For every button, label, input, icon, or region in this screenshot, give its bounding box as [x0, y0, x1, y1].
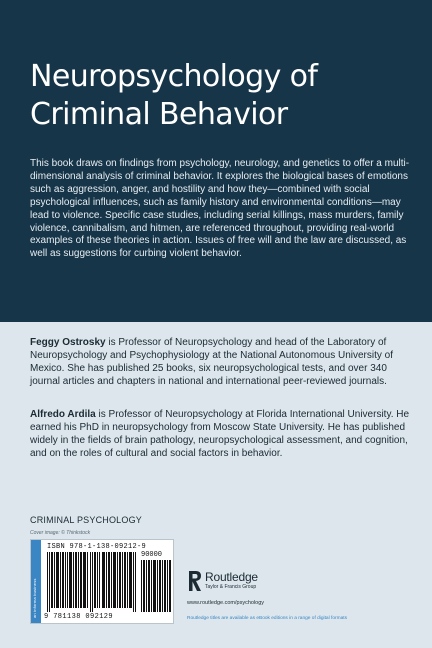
bottom-panel [0, 322, 432, 648]
author-bio-text-2: is Professor of Neuropsychology at Florida International University. He earned his PhD in neuropsychology from Moscow State University. He has published widely in the fields of brain pathology, neuropsychological assessment, and cognition, and on the roles of cultural and social factors in behavior. [30, 409, 410, 459]
ean-digits: 9 781138 092129 [44, 613, 114, 621]
author-bio-1 [30, 336, 410, 388]
price-code: 90000 [141, 551, 163, 559]
isbn-label: ISBN 978-1-138-09212-9 [47, 543, 147, 551]
book-title [30, 58, 410, 134]
ebook-note: Routledge titles are available as eBook editions in a range of digital formats [187, 616, 347, 621]
taylor-francis-strip [31, 540, 41, 623]
publisher-url[interactable]: www.routledge.com/psychology [187, 600, 265, 606]
publisher-group: Taylor & Francis Group [205, 584, 257, 590]
strip-text: an informa business [32, 578, 37, 618]
publisher-name: Routledge [205, 570, 258, 584]
ean-barcode-icon [47, 552, 137, 612]
author-bio-text-1: is Professor of Neuropsychology and head of the Laboratory of Neuropsychology and Psychophysiology at the National Autonomous University of Mexico. She has published 25 books, six neuropsychological tests, and over 340 journal articles and chapters in national and international peer-reviewed journals. [30, 337, 393, 387]
top-panel [0, 0, 432, 322]
cover-image-credit: Cover image: © Thinkstock [30, 530, 91, 536]
publisher-block [187, 568, 387, 598]
author-name-1: Feggy Ostrosky [30, 337, 106, 348]
barcode-panel [30, 539, 174, 624]
book-description: This book draws on findings from psychology, neurology, and genetics to offer a multi-dimensional analysis of criminal behavior. It explores the biological bases of emotions such as aggression, anger, and hostility and how they—combined with social psychological influences, such as family history and environmental conditions—may lead to violence. Specific case studies, including serial killings, mass murders, family violence, cannibalism, and hitmen, are referenced throughout, providing real-world examples of these theories in action. Issues of free will and the law are discussed, as well as suggestions for curbing violent behavior. [30, 158, 410, 260]
book-title-line-2: Criminal Behavior [30, 97, 288, 132]
routledge-logo-icon [187, 570, 202, 592]
subject-category: CRIMINAL PSYCHOLOGY [30, 515, 142, 525]
book-title-line-1: Neuropsychology of [30, 59, 318, 94]
author-name-2: Alfredo Ardila [30, 409, 96, 420]
addon-barcode-icon [141, 560, 171, 612]
author-bio-2 [30, 408, 410, 460]
